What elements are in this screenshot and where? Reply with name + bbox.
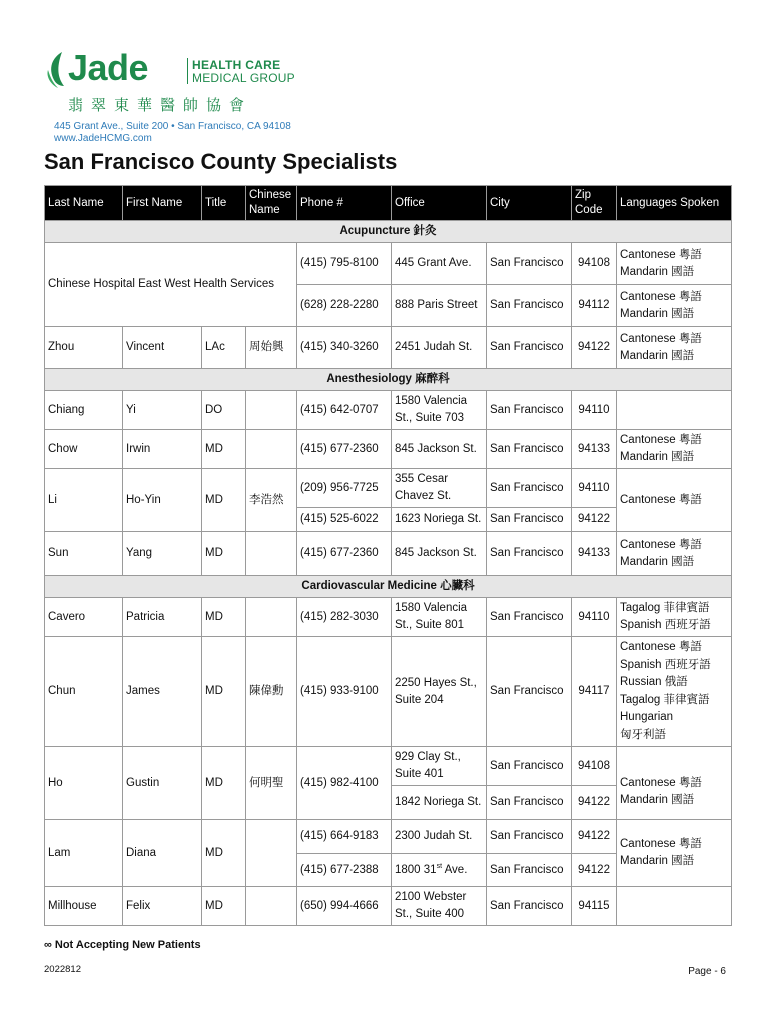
zip: 94133: [572, 430, 617, 469]
table-header-row: [45, 186, 732, 221]
zip: 94133: [572, 532, 617, 576]
title: MD: [202, 747, 246, 820]
category-acupuncture: Acupuncture 針灸: [45, 221, 732, 243]
city: San Francisco: [487, 637, 572, 747]
languages: [617, 391, 732, 430]
title: MD: [202, 469, 246, 532]
provider-name: Chinese Hospital East West Health Services: [45, 243, 297, 327]
zip: 94122: [572, 508, 617, 532]
zip: 94110: [572, 391, 617, 430]
city: San Francisco: [487, 327, 572, 369]
zip: 94110: [572, 598, 617, 637]
office: 355 Cesar Chavez St.: [392, 469, 487, 508]
zip: 94112: [572, 285, 617, 327]
last-name: Lam: [45, 820, 123, 887]
zip: 94108: [572, 747, 617, 786]
language: Cantonese 粵語: [620, 434, 702, 446]
office: 845 Jackson St.: [392, 430, 487, 469]
languages: [617, 430, 732, 469]
city: San Francisco: [487, 786, 572, 820]
table-row: [45, 243, 732, 285]
table-row: [45, 887, 732, 926]
office: 1580 Valencia St., Suite 703: [392, 391, 487, 430]
city: San Francisco: [487, 820, 572, 854]
languages: [617, 887, 732, 926]
chinese-name: [246, 391, 297, 430]
language: Cantonese 粵語: [620, 777, 702, 789]
languages: [617, 598, 732, 637]
category-row: [45, 576, 732, 598]
table-row: [45, 430, 732, 469]
category-cardiovascular: Cardiovascular Medicine 心臟科: [45, 576, 732, 598]
table-row: [45, 747, 732, 786]
language: Cantonese 粵語: [620, 838, 702, 850]
category-row: [45, 221, 732, 243]
city: San Francisco: [487, 243, 572, 285]
last-name: Sun: [45, 532, 123, 576]
city: San Francisco: [487, 391, 572, 430]
last-name: Ho: [45, 747, 123, 820]
language: Tagalog 菲律賓語: [620, 602, 710, 614]
office: 2250 Hayes St., Suite 204: [392, 637, 487, 747]
logo-tagline-1: HEALTH CARE: [192, 58, 281, 72]
last-name: Li: [45, 469, 123, 532]
table-row: [45, 598, 732, 637]
last-name: Chow: [45, 430, 123, 469]
language: Cantonese 粵語: [620, 332, 702, 345]
language: Mandarin 國語: [620, 451, 695, 463]
table-row: [45, 637, 732, 747]
office-street: Ave.: [442, 863, 468, 876]
language: Mandarin 國語: [620, 307, 695, 320]
zip: 94115: [572, 887, 617, 926]
phone[interactable]: (415) 677-2360: [297, 532, 392, 576]
chinese-name: 李浩然: [246, 469, 297, 532]
office: 2100 Webster St., Suite 400: [392, 887, 487, 926]
language: Hungarian: [620, 711, 674, 723]
logo-divider: [187, 58, 188, 84]
language: Cantonese 粵語: [620, 538, 702, 551]
title: MD: [202, 820, 246, 887]
first-name: Diana: [123, 820, 202, 887]
ordinal-suffix: st: [436, 862, 443, 870]
chinese-name: 陳偉勳: [246, 637, 297, 747]
office: 1623 Noriega St.: [392, 508, 487, 532]
city: San Francisco: [487, 598, 572, 637]
phone[interactable]: (415) 525-6022: [297, 508, 392, 532]
phone[interactable]: (415) 677-2388: [297, 854, 392, 887]
phone[interactable]: (415) 282-3030: [297, 598, 392, 637]
last-name: Chiang: [45, 391, 123, 430]
phone[interactable]: (415) 340-3260: [297, 327, 392, 369]
city: San Francisco: [487, 532, 572, 576]
chinese-name: 周始興: [246, 327, 297, 369]
first-name: Yang: [123, 532, 202, 576]
page-title: San Francisco County Specialists: [44, 149, 398, 174]
col-office: Office: [392, 186, 487, 221]
title: MD: [202, 887, 246, 926]
city: San Francisco: [487, 285, 572, 327]
last-name: Millhouse: [45, 887, 123, 926]
table-row: [45, 469, 732, 508]
category-row: [45, 369, 732, 391]
language: Mandarin 國語: [620, 265, 695, 278]
language: Russian 俄語: [620, 676, 688, 688]
col-title: Title: [202, 186, 246, 221]
zip: 94122: [572, 820, 617, 854]
specialists-table: [44, 185, 732, 926]
title: MD: [202, 637, 246, 747]
languages: [617, 820, 732, 887]
zip: 94122: [572, 786, 617, 820]
document-date: 2022812: [44, 964, 81, 975]
jade-leaf-icon: [44, 50, 70, 90]
first-name: Felix: [123, 887, 202, 926]
phone[interactable]: (415) 664-9183: [297, 820, 392, 854]
languages: [617, 747, 732, 820]
zip: 94122: [572, 854, 617, 887]
title: LAc: [202, 327, 246, 369]
language: Spanish 西班牙語: [620, 658, 711, 671]
last-name: Zhou: [45, 327, 123, 369]
office-number: 1800 31: [395, 863, 437, 876]
language: Spanish 西班牙語: [620, 619, 711, 631]
col-last-name: Last Name: [45, 186, 123, 221]
last-name: Cavero: [45, 598, 123, 637]
chinese-name: [246, 887, 297, 926]
col-zip: Zip Code: [572, 186, 617, 221]
col-city: City: [487, 186, 572, 221]
title: MD: [202, 430, 246, 469]
phone[interactable]: (415) 677-2360: [297, 430, 392, 469]
logo-wordmark: Jade: [68, 47, 149, 88]
col-phone: Phone #: [297, 186, 392, 221]
language: Mandarin 國語: [620, 855, 695, 867]
office: 1580 Valencia St., Suite 801: [392, 598, 487, 637]
languages: [617, 243, 732, 285]
office: 888 Paris Street: [392, 285, 487, 327]
language: Cantonese 粵語: [620, 641, 702, 653]
col-languages: Languages Spoken: [617, 186, 732, 221]
language: 匈牙利語: [620, 728, 666, 741]
phone[interactable]: (415) 642-0707: [297, 391, 392, 430]
table-row: [45, 820, 732, 854]
first-name: Vincent: [123, 327, 202, 369]
category-anesthesiology: Anesthesiology 麻醉科: [45, 369, 732, 391]
language: Tagalog 菲律賓語: [620, 693, 710, 706]
table-row: [45, 532, 732, 576]
last-name: Chun: [45, 637, 123, 747]
phone[interactable]: (415) 795-8100: [297, 243, 392, 285]
office: 2300 Judah St.: [392, 820, 487, 854]
first-name: Irwin: [123, 430, 202, 469]
logo-chinese-name: 翡翠東華醫帥協會: [68, 96, 253, 114]
first-name: Patricia: [123, 598, 202, 637]
title: MD: [202, 598, 246, 637]
city: San Francisco: [487, 430, 572, 469]
city: San Francisco: [487, 747, 572, 786]
language: Mandarin 國語: [620, 555, 695, 568]
office: [392, 854, 487, 887]
not-accepting-note: ∞ Not Accepting New Patients: [44, 939, 201, 951]
languages: [617, 469, 732, 532]
title: MD: [202, 532, 246, 576]
office: 445 Grant Ave.: [392, 243, 487, 285]
address-line: 445 Grant Ave., Suite 200 • San Francisco, CA 94108: [54, 121, 291, 132]
languages: [617, 637, 732, 747]
col-chinese-name: Chinese Name: [246, 186, 297, 221]
first-name: Yi: [123, 391, 202, 430]
language: Cantonese 粵語: [620, 290, 702, 303]
phone[interactable]: (628) 228-2280: [297, 285, 392, 327]
first-name: Gustin: [123, 747, 202, 820]
chinese-name: [246, 820, 297, 887]
language: Cantonese 粵語: [620, 248, 702, 261]
languages: [617, 285, 732, 327]
office: 1842 Noriega St.: [392, 786, 487, 820]
first-name: James: [123, 637, 202, 747]
logo-tagline-2: MEDICAL GROUP: [192, 71, 295, 85]
language: Mandarin 國語: [620, 349, 695, 362]
first-name: Ho-Yin: [123, 469, 202, 532]
phone[interactable]: (209) 956-7725: [297, 469, 392, 508]
col-first-name: First Name: [123, 186, 202, 221]
language: Cantonese 粵語: [620, 493, 702, 506]
chinese-name: [246, 430, 297, 469]
zip: 94122: [572, 327, 617, 369]
languages: [617, 327, 732, 369]
phone[interactable]: (415) 982-4100: [297, 747, 392, 820]
zip: 94108: [572, 243, 617, 285]
city: San Francisco: [487, 887, 572, 926]
zip: 94110: [572, 469, 617, 508]
city: San Francisco: [487, 854, 572, 887]
chinese-name: [246, 598, 297, 637]
page-number: Page - 6: [688, 966, 726, 977]
office: 929 Clay St., Suite 401: [392, 747, 487, 786]
office: 845 Jackson St.: [392, 532, 487, 576]
table-row: [45, 391, 732, 430]
zip: 94117: [572, 637, 617, 747]
city: San Francisco: [487, 508, 572, 532]
language: Mandarin 國語: [620, 794, 695, 806]
languages: [617, 532, 732, 576]
address-block: [54, 121, 291, 145]
website-link[interactable]: www.JadeHCMG.com: [54, 133, 152, 144]
title: DO: [202, 391, 246, 430]
city: San Francisco: [487, 469, 572, 508]
table-row: [45, 327, 732, 369]
logo: [44, 44, 304, 114]
office: 2451 Judah St.: [392, 327, 487, 369]
chinese-name: 何明聖: [246, 747, 297, 820]
chinese-name: [246, 532, 297, 576]
phone[interactable]: (650) 994-4666: [297, 887, 392, 926]
phone[interactable]: (415) 933-9100: [297, 637, 392, 747]
